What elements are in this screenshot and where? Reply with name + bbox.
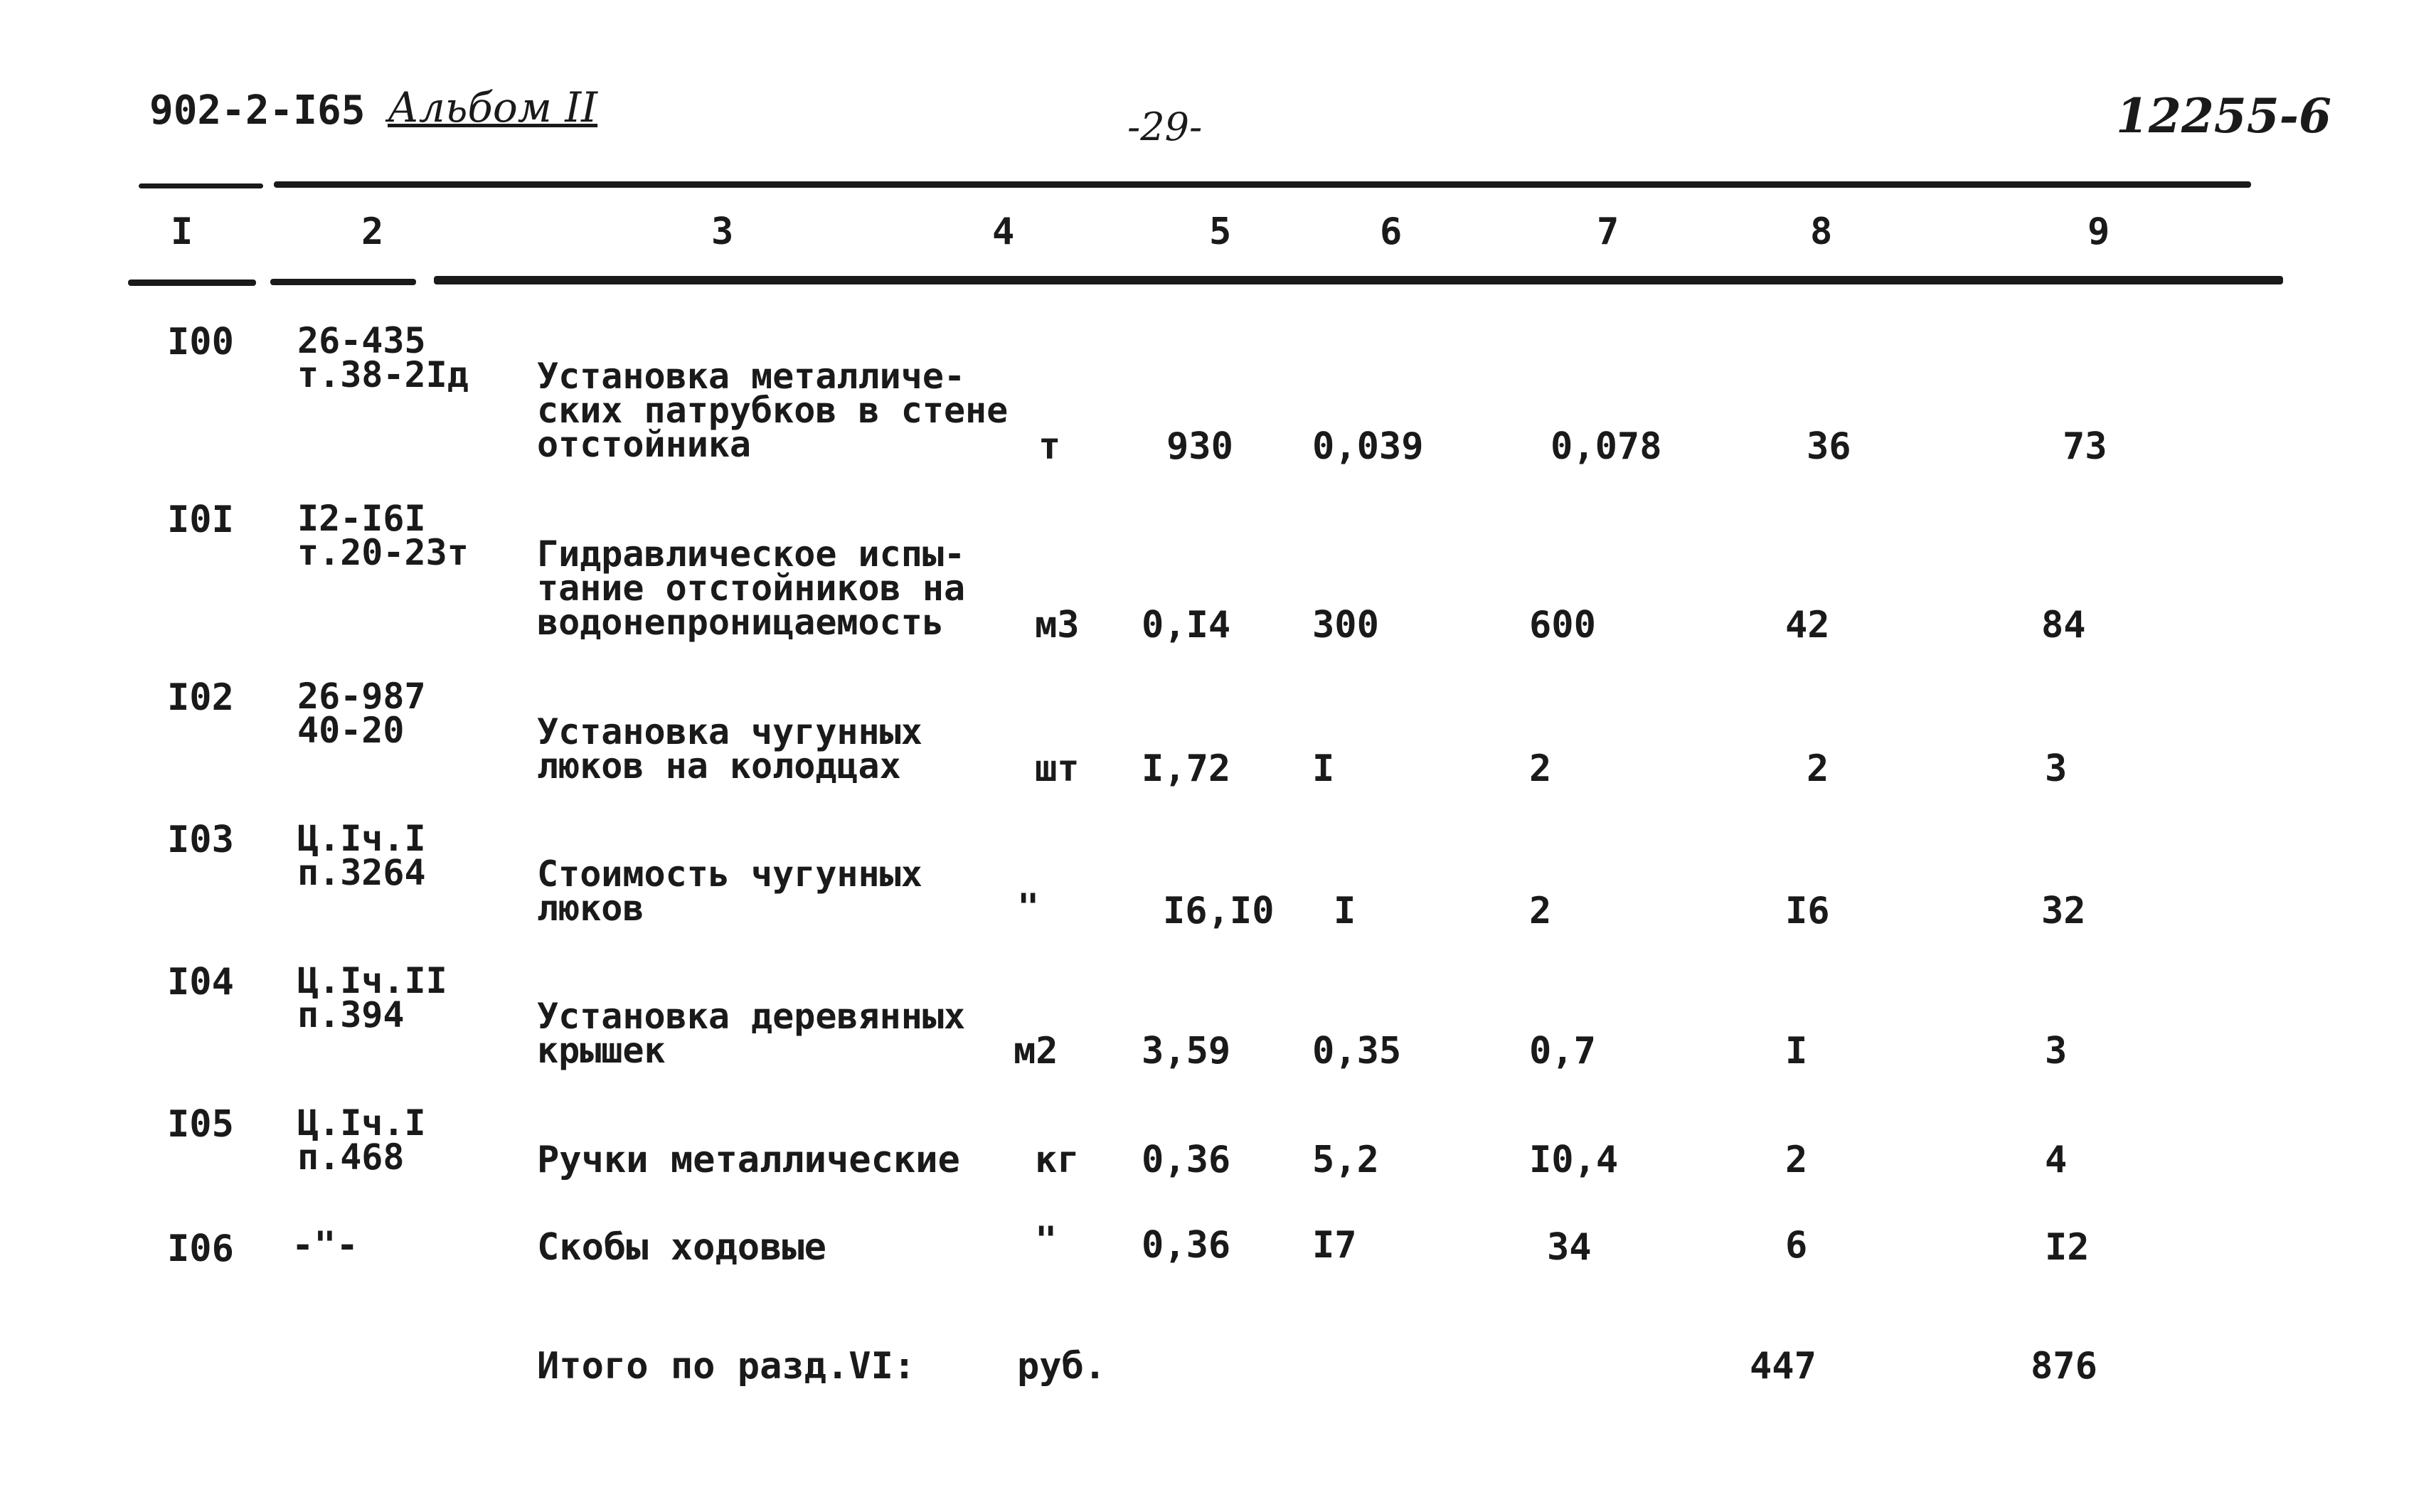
row-col5: 3,59 bbox=[1142, 1030, 1231, 1072]
row-col7: 600 bbox=[1529, 604, 1596, 646]
row-number: I0I bbox=[167, 499, 234, 541]
row-code: 26-987 40-20 bbox=[297, 676, 426, 751]
row-col8: 36 bbox=[1807, 425, 1851, 468]
row-description: Стоимость чугунных люков bbox=[537, 853, 922, 929]
row-col7: 34 bbox=[1547, 1226, 1592, 1269]
row-code: Ц.Iч.I п.468 bbox=[297, 1102, 426, 1178]
row-col9: I2 bbox=[2045, 1226, 2090, 1269]
row-description: Установка деревянных крышек bbox=[537, 996, 966, 1071]
row-col7: 2 bbox=[1529, 890, 1552, 932]
row-col5: 0,I4 bbox=[1142, 604, 1231, 646]
row-col8: 42 bbox=[1785, 604, 1830, 646]
row-unit: шт bbox=[1035, 747, 1080, 790]
row-description: Установка металличе- ских патрубков в стене отстойника bbox=[537, 356, 1009, 465]
row-col7: 0,7 bbox=[1529, 1030, 1596, 1072]
row-number: I02 bbox=[167, 676, 234, 719]
top-rule-1 bbox=[139, 183, 263, 188]
row-unit: " bbox=[1017, 886, 1040, 929]
top-rule-2 bbox=[274, 181, 2251, 188]
header-rule-3 bbox=[434, 276, 2283, 284]
row-code: Ц.Iч.II п.394 bbox=[297, 960, 447, 1035]
row-col6: 0,039 bbox=[1312, 425, 1424, 468]
row-col6: 300 bbox=[1312, 604, 1379, 646]
header-rule-2 bbox=[270, 279, 416, 285]
col-header-3: 3 bbox=[711, 211, 734, 253]
row-number: I05 bbox=[167, 1103, 234, 1146]
row-col8: I bbox=[1785, 1030, 1808, 1072]
total-col8: 447 bbox=[1750, 1345, 1817, 1388]
row-col9: 73 bbox=[2063, 425, 2107, 468]
row-number: I06 bbox=[167, 1228, 234, 1270]
row-unit: м3 bbox=[1035, 604, 1080, 646]
row-col8: 2 bbox=[1807, 747, 1829, 790]
row-col8: I6 bbox=[1785, 890, 1830, 932]
row-col8: 2 bbox=[1785, 1139, 1808, 1181]
row-col5: 930 bbox=[1166, 425, 1233, 468]
row-description: Ручки металлические bbox=[537, 1139, 960, 1181]
row-description: Гидравлическое испы- тание отстойников на водонепроницаемость bbox=[537, 533, 966, 643]
row-col9: 4 bbox=[2045, 1139, 2068, 1181]
total-label: Итого по разд.VI: bbox=[537, 1345, 916, 1388]
row-col8: 6 bbox=[1785, 1224, 1808, 1267]
row-col9: 3 bbox=[2045, 1030, 2068, 1072]
row-col6: I7 bbox=[1312, 1224, 1357, 1267]
col-header-8: 8 bbox=[1810, 211, 1833, 253]
row-col9: 84 bbox=[2041, 604, 2086, 646]
row-col6: I bbox=[1334, 890, 1356, 932]
doc-code: 902-2-I65 bbox=[149, 87, 366, 134]
col-header-4: 4 bbox=[992, 211, 1015, 253]
page-number: -29- bbox=[1127, 105, 1203, 149]
row-code: -"- bbox=[292, 1224, 358, 1267]
row-unit: м2 bbox=[1014, 1030, 1058, 1072]
col-header-6: 6 bbox=[1380, 211, 1403, 253]
col-header-7: 7 bbox=[1597, 211, 1619, 253]
row-number: I04 bbox=[167, 961, 234, 1003]
total-unit: руб. bbox=[1017, 1345, 1107, 1388]
row-description: Скобы ходовые bbox=[537, 1226, 826, 1269]
row-unit: кг bbox=[1035, 1139, 1080, 1181]
row-col7: I0,4 bbox=[1529, 1139, 1619, 1181]
row-code: I2-I6I т.20-23т bbox=[297, 498, 469, 573]
row-number: I00 bbox=[167, 321, 234, 363]
col-header-1: I bbox=[171, 211, 193, 253]
row-col6: 0,35 bbox=[1312, 1030, 1402, 1072]
col-header-5: 5 bbox=[1209, 211, 1232, 253]
row-col7: 0,078 bbox=[1551, 425, 1662, 468]
row-code: 26-435 т.38-2Iд bbox=[297, 320, 469, 395]
row-col5: 0,36 bbox=[1142, 1224, 1231, 1267]
row-col6: I bbox=[1312, 747, 1335, 790]
row-col5: I6,I0 bbox=[1163, 890, 1275, 932]
total-col9: 876 bbox=[2031, 1345, 2097, 1388]
row-code: Ц.Iч.I п.3264 bbox=[297, 818, 426, 893]
row-col5: 0,36 bbox=[1142, 1139, 1231, 1181]
row-col9: 3 bbox=[2045, 747, 2068, 790]
row-unit: т bbox=[1038, 425, 1061, 468]
header-rule-1 bbox=[128, 279, 256, 286]
row-unit: " bbox=[1035, 1219, 1058, 1262]
col-header-2: 2 bbox=[361, 211, 384, 253]
row-col5: I,72 bbox=[1142, 747, 1231, 790]
row-description: Установка чугунных люков на колодцах bbox=[537, 711, 922, 787]
album-label: Альбом II bbox=[388, 83, 598, 132]
row-col9: 32 bbox=[2041, 890, 2086, 932]
row-col6: 5,2 bbox=[1312, 1139, 1379, 1181]
col-header-9: 9 bbox=[2087, 211, 2110, 253]
registration-number: 12255-6 bbox=[2116, 88, 2331, 144]
row-col7: 2 bbox=[1529, 747, 1552, 790]
row-number: I03 bbox=[167, 819, 234, 861]
